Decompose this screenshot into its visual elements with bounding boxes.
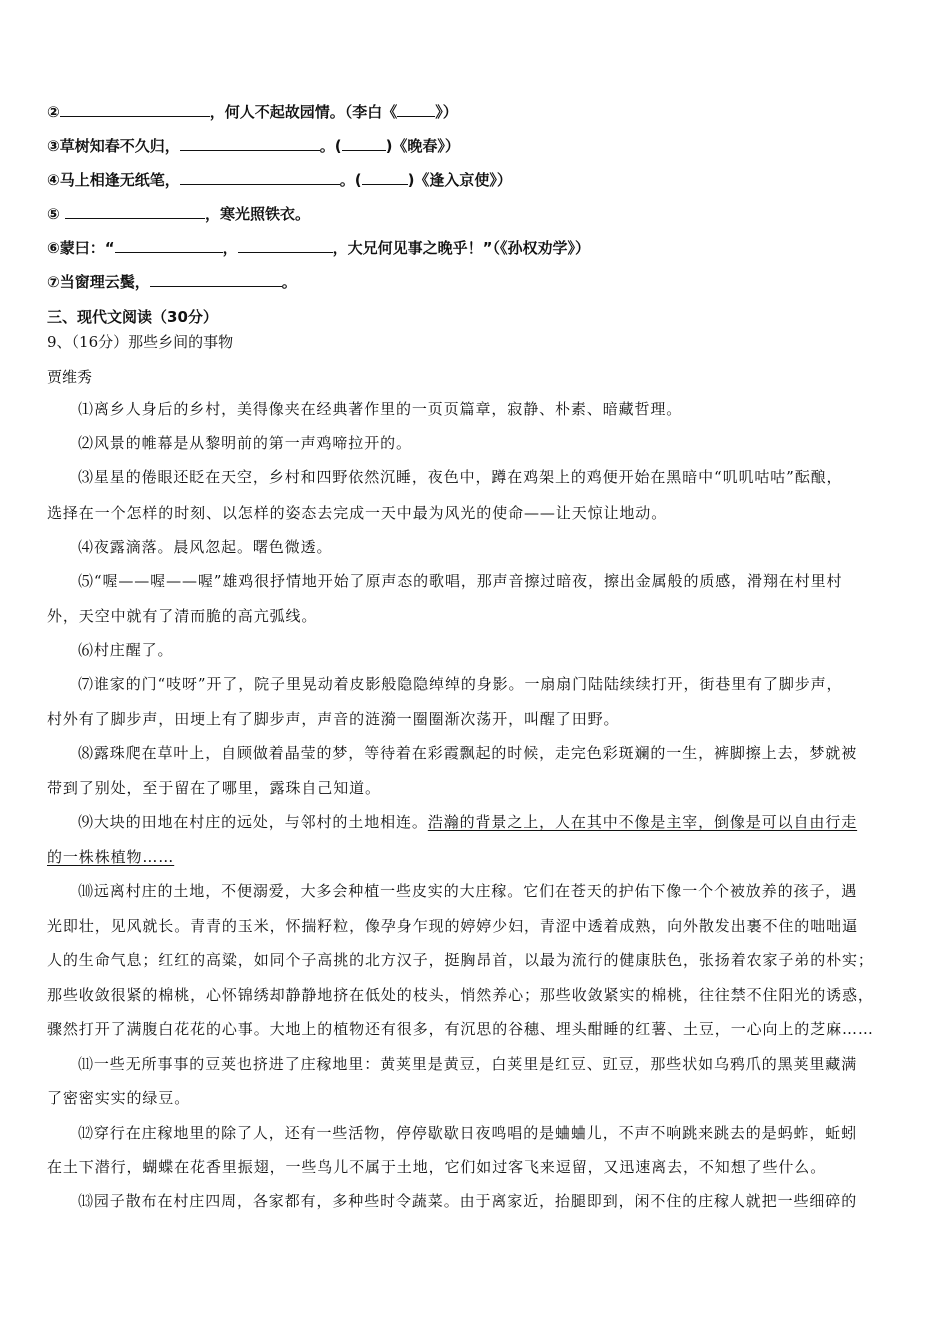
item-number: ⑦ — [47, 273, 60, 291]
underlined-sentence: 的一株株植物…… — [47, 848, 175, 866]
answer-blank[interactable] — [150, 272, 282, 287]
poem-text: )《晚春》） — [385, 137, 460, 155]
paragraph-line: 人的生命气息；红红的高粱，如同个子高挑的北方汉子，挺胸昂首，以最为流行的健康肤色，张扬着农家子弟的朴实； — [47, 951, 874, 969]
poem-line-7 — [47, 272, 907, 292]
poem-text: 。( — [319, 137, 342, 155]
poem-text: ，大兄何见事之晚乎！”（《孙权劝学》） — [332, 239, 590, 257]
answer-blank[interactable] — [180, 136, 320, 151]
poem-text: 马上相逢无纸笔， — [59, 171, 180, 189]
item-number: ④ — [47, 171, 60, 189]
poem-text: ，寒光照铁衣。 — [204, 205, 310, 223]
paragraph-line: ⑹村庄醒了。 — [78, 641, 174, 659]
question-label: 9、（16分）那些乡间的事物 — [47, 333, 234, 351]
answer-blank[interactable] — [362, 170, 408, 185]
paragraph-line: ⑶星星的倦眼还眨在天空，乡村和四野依然沉睡，夜色中，蹲在鸡架上的鸡便开始在黑暗中“叽叽咕咕”酝酿， — [78, 468, 843, 486]
answer-blank[interactable] — [342, 136, 386, 151]
answer-blank[interactable] — [397, 102, 435, 117]
paragraph-line: 在土下潜行，蝴蝶在花香里振翅，一些鸟儿不属于土地，它们如过客飞来逗留，又迅速离去，不知想了些什么。 — [47, 1158, 827, 1176]
poem-text: 当窗理云鬓， — [59, 273, 150, 291]
answer-blank[interactable] — [238, 238, 333, 253]
answer-blank[interactable] — [60, 102, 210, 117]
item-number: ③ — [47, 137, 60, 155]
paragraph-line: ⑸“喔——喔——喔”雄鸡很抒情地开始了原声态的歌唱，那声音擦过暗夜，擦出金属般的质感，滑翔在村里村 — [78, 572, 843, 590]
paragraph-line — [78, 812, 908, 832]
poem-text: 》） — [435, 103, 458, 121]
section-title: 三、现代文阅读（30分） — [47, 308, 218, 326]
paragraph-line: ⑺谁家的门“吱呀”开了，院子里晃动着皮影般隐隐绰绰的身影。一扇扇门陆陆续续打开，街巷里有了脚步声， — [78, 675, 843, 693]
paragraph-line: ⒀园子散布在村庄四周，各家都有，多种些时令蔬菜。由于离家近，抬腿即到，闲不住的庄稼人就把一些细碎的 — [78, 1192, 858, 1210]
paragraph-line: 村外有了脚步声，田埂上有了脚步声，声音的涟漪一圈圈渐次荡开，叫醒了田野。 — [47, 710, 620, 728]
paragraph-text: ⑼大块的田地在村庄的远处，与邻村的土地相连。 — [78, 813, 428, 831]
item-number: ⑥ — [47, 239, 60, 257]
poem-text: 蒙曰：“ — [59, 239, 115, 257]
poem-line-5 — [47, 204, 907, 224]
answer-blank[interactable] — [115, 238, 223, 253]
paragraph-line: 那些收敛很紧的棉桃，心怀锦绣却静静地挤在低处的枝头，悄然养心；那些收敛紧实的棉桃，往往禁不住阳光的诱惑， — [47, 986, 874, 1004]
paragraph-line: 带到了别处，至于留在了哪里，露珠自己知道。 — [47, 779, 381, 797]
paragraph-line: ⑻露珠爬在草叶上，自顾做着晶莹的梦，等待着在彩霞飘起的时候，走完色彩斑斓的一生，裤脚擦上去，梦就被 — [78, 744, 858, 762]
paragraph-line: ⑴离乡人身后的乡村，美得像夹在经典著作里的一页页篇章，寂静、朴素、暗藏哲理。 — [78, 400, 683, 418]
poem-line-2 — [47, 102, 907, 122]
underlined-sentence: 浩瀚的背景之上，人在其中不像是主宰，倒像是可以自由行走 — [427, 813, 858, 831]
item-number: ⑤ — [47, 205, 60, 223]
paragraph-line: ⑽远离村庄的土地，不便溺爱，大多会种植一些皮实的大庄稼。它们在苍天的护佑下像一个个被放养的孩子，遇 — [78, 882, 858, 900]
paragraph-line: ⑾一些无所事事的豆荚也挤进了庄稼地里：黄荚里是黄豆，白荚里是红豆、豇豆，那些状如乌鸦爪的黑荚里藏满 — [78, 1055, 858, 1073]
paragraph-line: ⑵风景的帷幕是从黎明前的第一声鸡啼拉开的。 — [78, 434, 412, 452]
answer-blank[interactable] — [65, 204, 205, 219]
paragraph-line: 了密密实实的绿豆。 — [47, 1089, 191, 1107]
item-number: ② — [47, 103, 60, 121]
poem-line-6 — [47, 238, 907, 258]
paragraph-line: ⑷夜露滴落。晨风忽起。曙色微透。 — [78, 538, 333, 556]
article-author: 贾维秀 — [47, 368, 93, 386]
paragraph-line: 外，天空中就有了清而脆的高亢弧线。 — [47, 607, 318, 625]
answer-blank[interactable] — [180, 170, 340, 185]
poem-line-3 — [47, 136, 907, 156]
paragraph-line: 光即壮，见风就长。青青的玉米，怀揣籽粒，像孕身乍现的婷婷少妇，青涩中透着成熟，向外散发出裹不住的咄咄逼 — [47, 917, 858, 935]
poem-text: ，何人不起故园情。（李白《 — [209, 103, 398, 121]
poem-text: 。 — [281, 273, 297, 291]
paragraph-line: 骤然打开了满腹白花花的心事。大地上的植物还有很多，有沉思的谷穗、埋头酣睡的红薯、土豆，一心向上的芝麻…… — [47, 1020, 874, 1038]
poem-text: 草树知春不久归， — [59, 137, 180, 155]
paragraph-line: ⑿穿行在庄稼地里的除了人，还有一些活物，停停歇歇日夜鸣唱的是蛐蛐儿，不声不响跳来跳去的是蚂蚱，蚯蚓 — [78, 1124, 858, 1142]
poem-text: 。( — [339, 171, 362, 189]
paragraph-line: 选择在一个怎样的时刻、以怎样的姿态去完成一天中最为风光的使命——让天惊让地动。 — [47, 504, 668, 522]
poem-text: )《逢入京使》） — [407, 171, 512, 189]
poem-text: ， — [222, 239, 238, 257]
poem-line-4 — [47, 170, 907, 190]
